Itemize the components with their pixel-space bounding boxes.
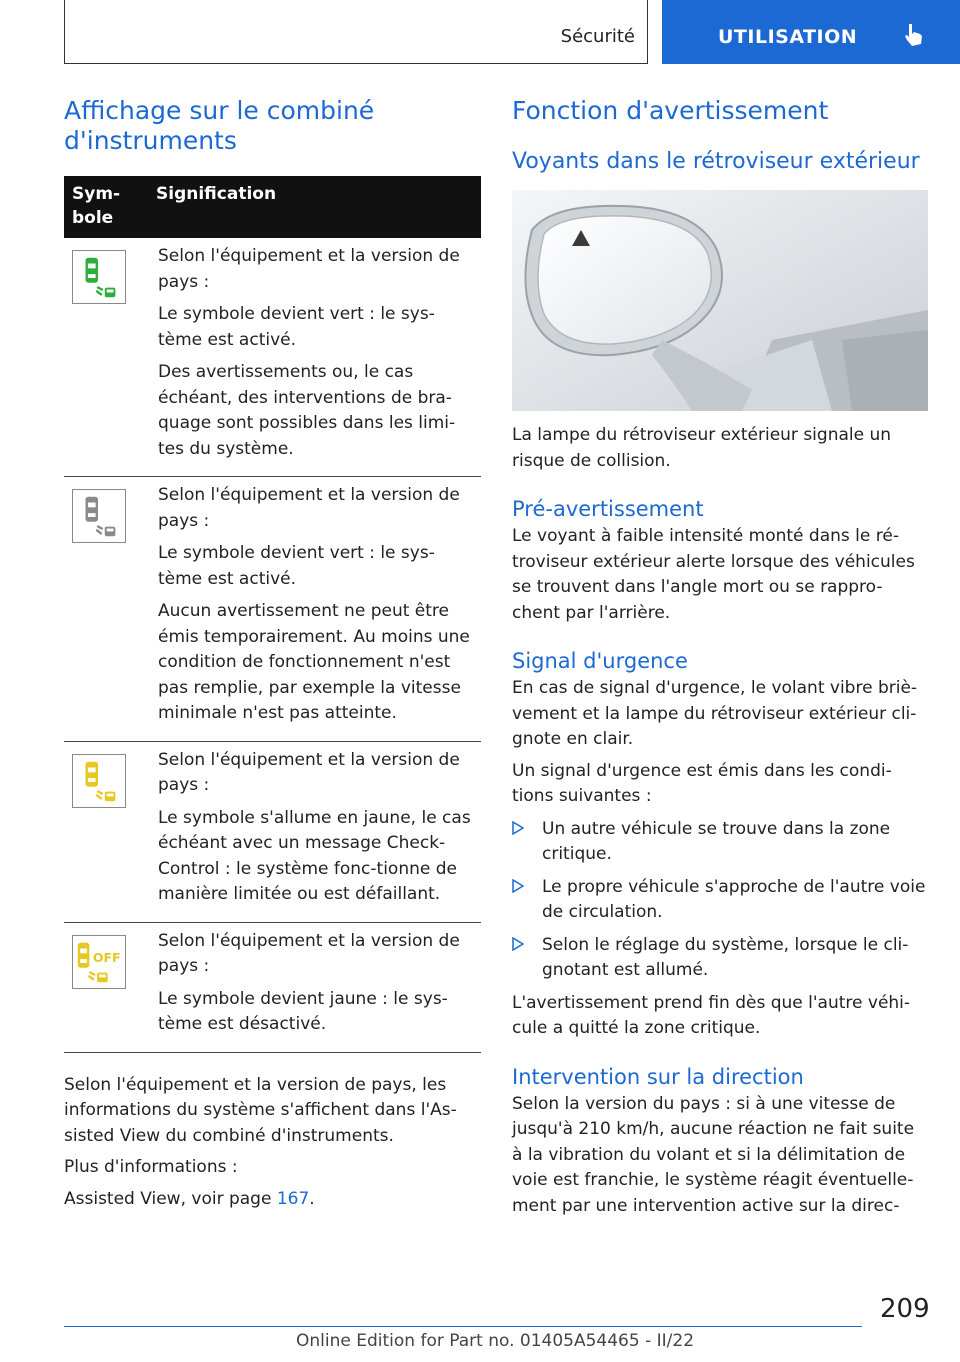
paragraph: Un signal d'urgence est émis dans les condi-tions suivantes :: [512, 760, 892, 806]
table-cell-text: Selon l'équipement et la version de pays :: [158, 749, 460, 795]
header-chapter-box: [662, 0, 960, 64]
symbol-table: [64, 176, 481, 1053]
table-row: [64, 238, 481, 477]
triangle-bullet-icon: [512, 879, 524, 893]
paragraph: Assisted View, voir page 167.: [64, 1188, 315, 1209]
paragraph: Selon l'équipement et la version de pays, les informations du système s'affichent dans l'As-sisted View du combiné d'instruments.: [64, 1074, 457, 1146]
table-row: [64, 477, 481, 742]
table-cell-text: Le symbole devient jaune : le sys-tème est désactivé.: [158, 988, 448, 1034]
paragraph: L'avertissement prend fin dès que l'autre véhi-cule a quitté la zone critique.: [512, 992, 911, 1038]
table-row: [64, 741, 481, 922]
header-section-label: Sécurité: [560, 26, 635, 47]
paragraph: Selon la version du pays : si à une vitesse de jusqu'à 210 km/h, aucune réaction ne fait suite à la vibration du volant et si la délimitation de voie est franchie, le système réagit éventuelle-ment par une intervention active sur la direc-: [512, 1093, 915, 1216]
header-section-box: [64, 0, 648, 64]
table-cell-text: Selon l'équipement et la version de pays :: [158, 930, 460, 976]
assistant-green-icon: [72, 250, 126, 304]
assistant-grey-icon: [72, 489, 126, 543]
list-item: Selon le réglage du système, lorsque le cli-gnotant est allumé.: [512, 933, 928, 984]
list-item: Le propre véhicule s'approche de l'autre voie de circulation.: [512, 875, 928, 926]
table-cell-text: Des avertissements ou, le cas échéant, des interventions de bra-quage sont possibles dans les limi-tes du système.: [158, 362, 456, 459]
paragraph: Plus d'informations :: [64, 1157, 238, 1177]
header-chapter-label: UTILISATION: [718, 26, 858, 48]
table-row: [64, 922, 481, 1052]
table-cell-text: Selon l'équipement et la version de pays :: [158, 246, 460, 292]
condition-list: [512, 817, 928, 984]
table-cell-text: Le symbole devient vert : le sys-tème est activé.: [158, 543, 435, 589]
off-label: OFF: [92, 949, 121, 965]
paragraph: En cas de signal d'urgence, le volant vibre briè-vement et la lampe du rétroviseur extérieur cli-gnote en clair.: [512, 678, 918, 749]
table-header-row: [64, 176, 481, 238]
footer-divider: [64, 1326, 862, 1327]
assistant-yellow-icon: [72, 754, 126, 808]
paragraph: Le voyant à faible intensité monté dans le ré-troviseur extérieur alerte lorsque des véhicules se trouvent dans l'angle mort ou se rappro-chent par l'arrière.: [512, 526, 915, 623]
right-section-title: Fonction d'avertissement: [512, 96, 829, 125]
right-column: [512, 96, 928, 1219]
col-header-symbol: Sym- bole: [64, 176, 148, 238]
footer-edition: Online Edition for Part no. 01405A54465 - II/22: [296, 1331, 695, 1351]
right-subtitle: Voyants dans le rétroviseur extérieur: [512, 149, 920, 174]
steering-intervention-title: Intervention sur la direction: [512, 1064, 804, 1089]
pre-warning-title: Pré-avertissement: [512, 497, 704, 521]
image-caption: La lampe du rétroviseur extérieur signale un risque de collision.: [512, 425, 892, 471]
table-cell-text: Aucun avertissement ne peut être émis temporairement. Au moins une condition de fonctionnement n'est pas remplie, par exemple la vitesse minimale n'est pas atteinte.: [158, 601, 470, 723]
table-cell-text: Le symbole devient vert : le sys-tème est activé.: [158, 304, 435, 350]
mirror-illustration: [512, 190, 928, 411]
page-number: 209: [880, 1294, 930, 1324]
page-link[interactable]: 167: [276, 1188, 310, 1209]
table-cell-text: Selon l'équipement et la version de pays :: [158, 485, 460, 531]
triangle-bullet-icon: [512, 821, 524, 835]
left-column: [64, 96, 481, 1212]
urgent-signal-title: Signal d'urgence: [512, 649, 688, 673]
hand-pointer-icon: [900, 22, 926, 48]
table-cell-text: Le symbole s'allume en jaune, le cas échéant avec un message Check-Control : le système fonc-tionne de manière limitée ou est défaillant.: [158, 807, 471, 904]
col-header-meaning: Signification: [148, 176, 481, 238]
list-item: Un autre véhicule se trouve dans la zone critique.: [512, 817, 928, 868]
triangle-bullet-icon: [512, 937, 524, 951]
after-table-text: [64, 1073, 481, 1213]
left-section-title: Affichage sur le combiné d'instruments: [64, 96, 375, 155]
assistant-off-icon: [72, 935, 126, 989]
